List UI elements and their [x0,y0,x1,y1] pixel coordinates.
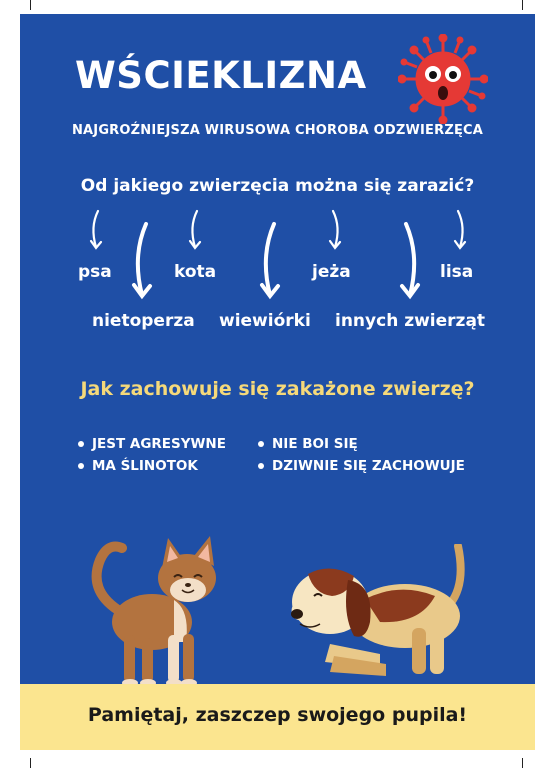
poster-subtitle: NAJGROŹNIEJSZA WIRUSOWA CHOROBA ODZWIERZĘCA [71,123,484,138]
crop-mark [30,758,31,768]
animal-label: psa [78,262,112,282]
animal-label: wiewiórki [219,311,311,331]
crop-mark [522,0,523,10]
symptom-list [258,433,465,477]
crop-mark [522,758,523,768]
question-behavior: Jak zachowuje się zakażone zwierzę? [80,378,475,400]
arrow-down-icon [185,209,205,254]
list-item: NIE BOI SIĘ [258,433,465,455]
rabies-poster [20,14,535,750]
crop-mark [30,0,31,10]
arrow-down-icon [450,209,470,254]
arrow-down-icon [325,209,345,254]
question-animals: Od jakiego zwierzęcia można się zarazić? [80,176,475,196]
animal-label: kota [174,262,217,282]
virus-icon [398,34,488,124]
list-item: DZIWNIE SIĘ ZACHOWUJE [258,455,465,477]
animal-label: lisa [440,262,474,282]
symptom-list [78,433,226,477]
dog-illustration [270,544,470,689]
list-item: MA ŚLINOTOK [78,455,226,477]
cat-illustration [90,530,250,690]
poster-title: WŚCIEKLIZNA [75,54,367,97]
arrow-down-icon [256,221,282,301]
list-item: JEST AGRESYWNE [78,433,226,455]
animal-label: nietoperza [92,311,195,331]
arrow-down-icon [86,209,106,254]
arrow-down-icon [128,221,154,301]
animal-label: jeża [312,262,351,282]
banner-text: Pamiętaj, zaszczep swojego pupila! [87,704,468,726]
animal-label: innych zwierząt [335,311,486,331]
arrow-down-icon [398,221,424,301]
reminder-banner [20,684,535,750]
